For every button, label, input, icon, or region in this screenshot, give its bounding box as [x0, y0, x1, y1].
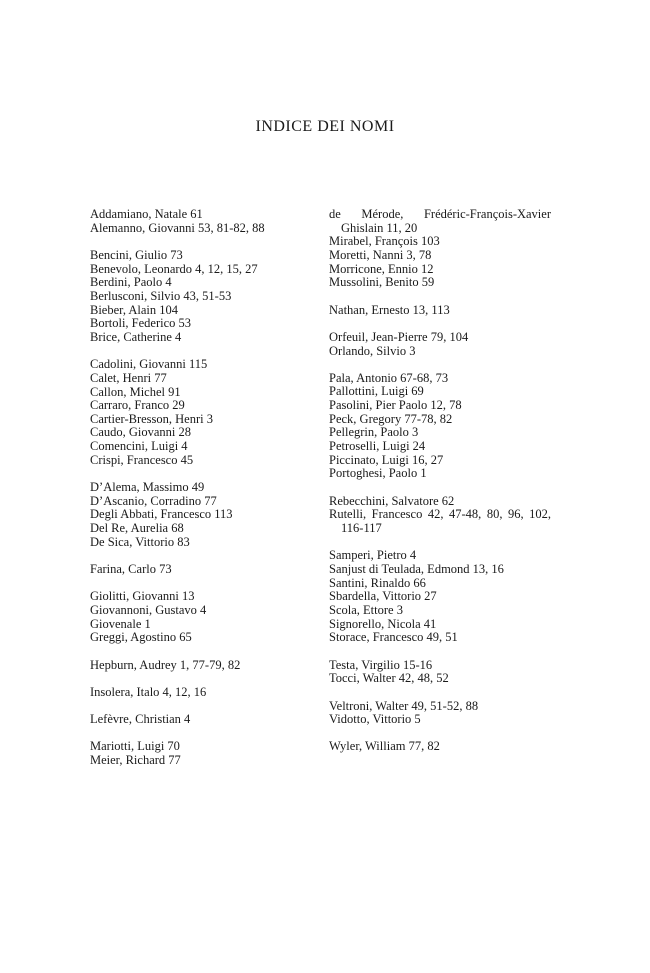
index-entry: de Mérode, Frédéric-François-Xavier Ghislain 11, 20: [329, 207, 551, 235]
index-entry: Wyler, William 77, 82: [329, 739, 440, 754]
index-letter-group: [329, 372, 551, 481]
index-entry: Nathan, Ernesto 13, 113: [329, 302, 450, 317]
index-entry: Caudo, Giovanni 28: [90, 425, 192, 440]
index-letter-group: [329, 208, 551, 290]
index-entry: Tocci, Walter 42, 48, 52: [329, 671, 449, 686]
index-entry: Alemanno, Giovanni 53, 81-82, 88: [90, 220, 265, 235]
index-entry: Piccinato, Luigi 16, 27: [329, 452, 444, 467]
index-letter-group: [90, 659, 305, 673]
index-entry: Crispi, Francesco 45: [90, 452, 194, 467]
index-entry: Callon, Michel 91: [90, 384, 181, 399]
index-entry: Storace, Francesco 49, 51: [329, 630, 458, 645]
index-entry: Calet, Henri 77: [90, 370, 167, 385]
index-entry: Pellegrin, Paolo 3: [329, 425, 419, 440]
index-letter-group: [329, 495, 551, 536]
index-entry: Veltroni, Walter 49, 51-52, 88: [329, 698, 479, 713]
index-entry: Giolitti, Giovanni 13: [90, 589, 195, 604]
index-letter-group: [90, 740, 305, 767]
index-letter-group: [329, 304, 551, 318]
index-entry: Carraro, Franco 29: [90, 398, 185, 413]
index-letter-group: [329, 700, 551, 727]
index-entry: Giovenale 1: [90, 616, 151, 631]
index-entry: De Sica, Vittorio 83: [90, 534, 190, 549]
index-entry: Comencini, Luigi 4: [90, 439, 188, 454]
index-entry: Bortoli, Federico 53: [90, 316, 192, 331]
index-entry: Addamiano, Natale 61: [90, 207, 203, 221]
index-entry: Moretti, Nanni 3, 78: [329, 247, 432, 262]
index-entry: Lefèvre, Christian 4: [90, 712, 191, 727]
index-entry: Mariotti, Luigi 70: [90, 739, 180, 754]
index-letter-group: [90, 590, 305, 645]
index-entry: Mussolini, Benito 59: [329, 275, 435, 290]
index-letter-group: [90, 208, 305, 235]
index-letter-group: [90, 249, 305, 345]
index-entry: Pasolini, Pier Paolo 12, 78: [329, 398, 462, 413]
index-entry: Signorello, Nicola 41: [329, 616, 437, 631]
index-letter-group: [90, 686, 305, 700]
index-entry: Pallottini, Luigi 69: [329, 384, 424, 399]
index-entry: D’Ascanio, Corradino 77: [90, 493, 217, 508]
index-entry: Greggi, Agostino 65: [90, 630, 192, 645]
index-entry: Berdini, Paolo 4: [90, 275, 172, 290]
index-entry: Meier, Richard 77: [90, 753, 181, 768]
index-entry: Del Re, Aurelia 68: [90, 521, 184, 536]
index-letter-group: [90, 713, 305, 727]
index-entry: D’Alema, Massimo 49: [90, 480, 205, 495]
index-entry: Rutelli, Francesco 42, 47-48, 80, 96, 102, 116-117: [329, 507, 551, 536]
index-letter-group: [90, 481, 305, 549]
index-entry: Scola, Ettore 3: [329, 602, 403, 617]
index-entry: Hepburn, Audrey 1, 77-79, 82: [90, 657, 241, 672]
index-entry: Cartier-Bresson, Henri 3: [90, 411, 213, 426]
index-letter-group: [329, 331, 551, 358]
index-entry: Sanjust di Teulada, Edmond 13, 16: [329, 561, 504, 576]
index-entry: Orfeuil, Jean-Pierre 79, 104: [329, 329, 469, 344]
index-letter-group: [329, 549, 551, 645]
index-entry: Insolera, Italo 4, 12, 16: [90, 684, 207, 699]
page-title: INDICE DEI NOMI: [255, 118, 395, 135]
index-letter-group: [329, 659, 551, 686]
index-entry: Berlusconi, Silvio 43, 51-53: [90, 288, 232, 303]
index-entry: Benevolo, Leonardo 4, 12, 15, 27: [90, 261, 258, 276]
index-entry: Portoghesi, Paolo 1: [329, 466, 427, 481]
index-column-right: [329, 208, 551, 768]
index-letter-group: [90, 358, 305, 467]
index-entry: Mirabel, François 103: [329, 234, 440, 249]
index-entry: Rebecchini, Salvatore 62: [329, 493, 455, 508]
index-entry: Peck, Gregory 77-78, 82: [329, 411, 453, 426]
index-entry: Morricone, Ennio 12: [329, 261, 434, 276]
index-entry: Testa, Virgilio 15-16: [329, 657, 433, 672]
index-entry: Bencini, Giulio 73: [90, 247, 183, 262]
index-column-left: [90, 208, 305, 781]
index-entry: Cadolini, Giovanni 115: [90, 357, 208, 372]
index-entry: Orlando, Silvio 3: [329, 343, 416, 358]
index-entry: Sbardella, Vittorio 27: [329, 589, 437, 604]
index-entry: Giovannoni, Gustavo 4: [90, 602, 207, 617]
index-entry: Farina, Carlo 73: [90, 562, 172, 576]
index-letter-group: [329, 740, 551, 754]
index-entry: Bieber, Alain 104: [90, 302, 179, 317]
index-entry: Samperi, Pietro 4: [329, 548, 417, 563]
index-entry: Vidotto, Vittorio 5: [329, 712, 421, 727]
index-entry: Petroselli, Luigi 24: [329, 439, 426, 454]
index-entry: Pala, Antonio 67-68, 73: [329, 370, 449, 385]
index-entry: Brice, Catherine 4: [90, 329, 182, 344]
index-entry: Degli Abbati, Francesco 113: [90, 507, 233, 522]
index-letter-group: [90, 563, 305, 577]
index-entry: Santini, Rinaldo 66: [329, 575, 426, 590]
